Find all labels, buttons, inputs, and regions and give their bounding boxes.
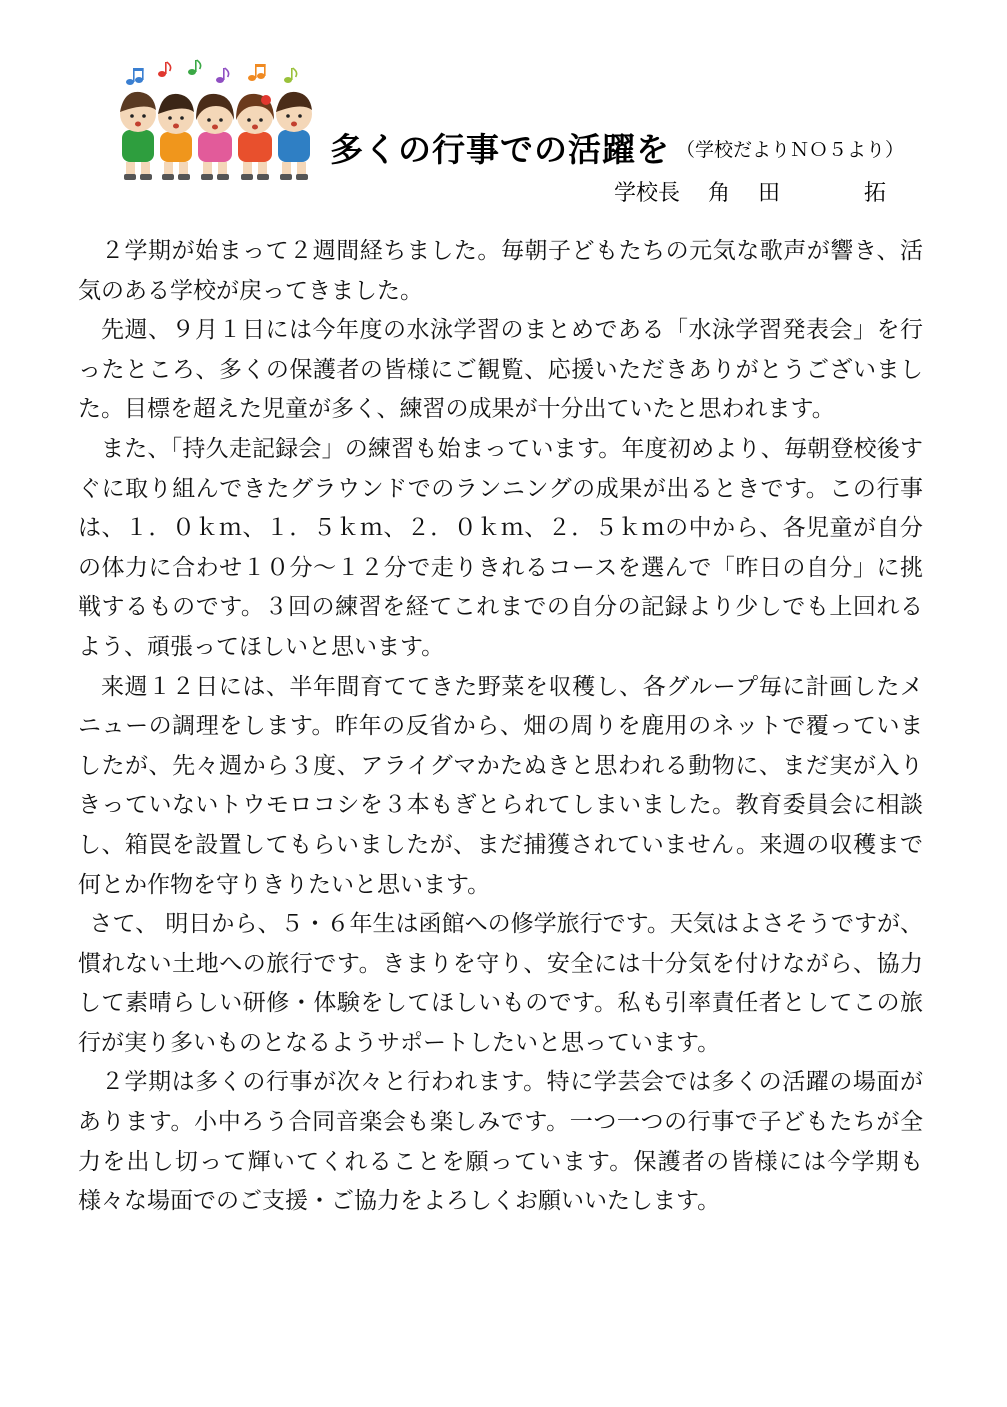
music-note-icon xyxy=(216,68,229,83)
header xyxy=(0,0,1007,220)
paragraph: ２学期が始まって２週間経ちました。毎朝子どもたちの元気な歌声が響き、活気のある学校が戻ってきました。 xyxy=(78,238,923,304)
singing-children-icon xyxy=(112,58,322,188)
music-notes xyxy=(126,60,297,85)
author-name-part: 拓 xyxy=(864,181,887,206)
child-figure xyxy=(236,94,274,180)
paragraph: 先週、９月１日には今年度の水泳学習のまとめである「水泳学習発表会」を行ったところ、多くの保護者の皆様にご観覧、応援いただきありがとうございました。目標を超えた児童が多く、練習の成果が十分出ていたと思われます。 xyxy=(78,317,923,423)
author-role: 学校長 xyxy=(614,181,681,206)
music-note-icon xyxy=(126,68,144,85)
music-note-icon xyxy=(188,60,201,75)
music-note-icon xyxy=(284,68,297,83)
paragraph: ２学期は多くの行事が次々と行われます。特に学芸会では多くの活躍の場面があります。小中ろう合同音楽会も楽しみです。一つ一つの行事で子どもたちが全力を出し切って輝いてくれることを願っています。保護者の皆様には今学期も様々な場面でのご支援・ご協力をよろしくお願いいたします。 xyxy=(78,1069,923,1215)
music-note-icon xyxy=(248,64,266,81)
paragraph: 来週１２日には、半年間育ててきた野菜を収穫し、各グループ毎に計画したメニューの調理をします。昨年の反省から、畑の周りを鹿用のネットで覆っていましたが、先々週から３度、アライグマかたぬきと思われる動物に、まだ実が入りきっていないトウモロコシを３本もぎとられてしまいました。教育委員会に相談し、箱罠を設置してもらいましたが、まだ捕獲されていません。来週の収穫まで何とか作物を守りきりたいと思います。 xyxy=(78,673,923,898)
paragraph: さて、 明日から、５・６年生は函館への修学旅行です。天気はよさそうですが、慣れない土地への旅行です。きまりを守り、安全には十分気を付けながら、協力して素晴らしい研修・体験をしてほしいものです。私も引率責任者としてこの旅行が実り多いものとなるようサポートしたいと思っています。 xyxy=(78,911,923,1056)
author-name-part: 田 xyxy=(758,181,781,206)
author-line xyxy=(614,176,886,207)
article-body xyxy=(78,232,923,1222)
page-subtitle: （学校だよりＮＯ５より） xyxy=(676,139,905,161)
author-name-part: 角 xyxy=(708,181,731,206)
page-title: 多くの行事での活躍を xyxy=(330,130,670,169)
child-figure xyxy=(158,94,194,180)
child-figure xyxy=(196,94,234,180)
child-figure xyxy=(276,92,312,180)
paragraph: また、「持久走記録会」の練習も始まっています。年度初めより、毎朝登校後すぐに取り組んできたグラウンドでのランニングの成果が出るときです。この行事は、１．０ｋｍ、１．５ｋｍ、２．０ｋｍ、２．５ｋｍの中から、各児童が自分の体力に合わせ１０分～１２分で走りきれるコースを選んで「昨日の自分」に挑戦するものです。３回の練習を経てこれまでの自分の記録より少しでも上回れるよう、頑張ってほしいと思います。 xyxy=(78,435,923,660)
music-note-icon xyxy=(158,62,171,77)
child-figure xyxy=(120,92,156,180)
